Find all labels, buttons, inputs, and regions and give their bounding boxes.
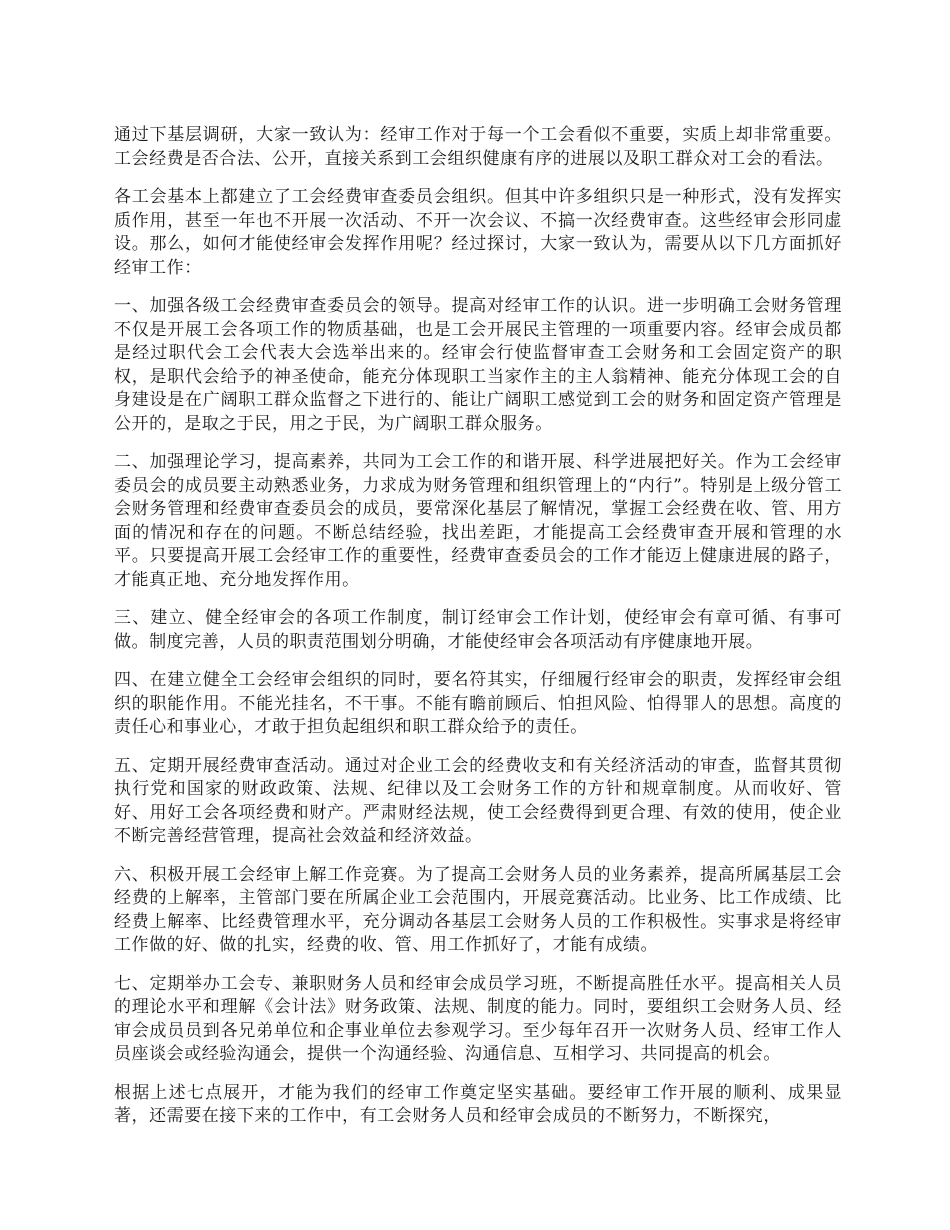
paragraph-point-2: 二、加强理论学习，提高素养，共同为工会工作的和谐开展、科学进展把好关。作为工会经审委员会的成员要主动熟悉业务，力求成为财务管理和组织管理上的“内行”。特别是上级分管工会财务管理和经费审查委员会的成员，要常深化基层了解情况，掌握工会经费在收、管、用方面的情况和存在的问题。不断总结经验，找出差距，才能提高工会经费审查开展和管理的水平。只要提高开展工会经审工作的重要性，经费审查委员会的工作才能迈上健康进展的路子，才能真正地、充分地发挥作用。 <box>114 452 842 590</box>
paragraph-conclusion: 根据上述七点展开，才能为我们的经审工作奠定坚实基础。要经审工作开展的顺利、成果显著，还需要在接下来的工作中，有工会财务人员和经审会成员的不断努力，不断探究， <box>114 1082 842 1126</box>
paragraph-background: 各工会基本上都建立了工会经费审查委员会组织。但其中许多组织只是一种形式，没有发挥实质作用，甚至一年也不开展一次活动、不开一次会议、不搞一次经费审查。这些经审会形同虚设。那么，如何才能使经审会发挥作用呢？经过探讨，大家一致认为，需要从以下几方面抓好经审工作： <box>114 187 842 278</box>
paragraph-point-3: 三、建立、健全经审会的各项工作制度，制订经审会工作计划，使经审会有章可循、有事可做。制度完善，人员的职责范围划分明确，才能使经审会各项活动有序健康地开展。 <box>114 608 842 652</box>
paragraph-intro: 通过下基层调研，大家一致认为：经审工作对于每一个工会看似不重要，实质上却非常重要。工会经费是否合法、公开，直接关系到工会组织健康有序的进展以及职工群众对工会的看法。 <box>114 125 842 169</box>
paragraph-point-4: 四、在建立健全工会经审会组织的同时，要名符其实，仔细履行经审会的职责，发挥经审会组织的职能作用。不能光挂名，不干事。不能有瞻前顾后、怕担风险、怕得罪人的思想。高度的责任心和事业心，才敢于担负起组织和职工群众给予的责任。 <box>114 670 842 737</box>
paragraph-point-6: 六、积极开展工会经审上解工作竞赛。为了提高工会财务人员的业务素养，提高所属基层工会经费的上解率，主管部门要在所属企业工会范围内，开展竞赛活动。比业务、比工作成绩、比经费上解率、比经费管理水平，充分调动各基层工会财务人员的工作积极性。实事求是将经审工作做的好、做的扎实，经费的收、管、用工作抓好了，才能有成绩。 <box>114 864 842 955</box>
paragraph-point-7: 七、定期举办工会专、兼职财务人员和经审会成员学习班，不断提高胜任水平。提高相关人员的理论水平和理解《会计法》财务政策、法规、制度的能力。同时，要组织工会财务人员、经审会成员员到各兄弟单位和企事业单位去参观学习。至少每年召开一次财务人员、经审工作人员座谈会或经验沟通会，提供一个沟通经验、沟通信息、互相学习、共同提高的机会。 <box>114 973 842 1064</box>
paragraph-point-1: 一、加强各级工会经费审查委员会的领导。提高对经审工作的认识。进一步明确工会财务管理不仅是开展工会各项工作的物质基础，也是工会开展民主管理的一项重要内容。经审会成员都是经过职代会工会代表大会选举出来的。经审会行使监督审查工会财务和工会固定资产的职权，是职代会给予的神圣使命，能充分体现职工当家作主的主人翁精神、能充分体现工会的自身建设是在广阔职工群众监督之下进行的、能让广阔职工感觉到工会的财务和固定资产管理是公开的，是取之于民，用之于民，为广阔职工群众服务。 <box>114 296 842 434</box>
document-body <box>114 124 842 1144</box>
paragraph-point-5: 五、定期开展经费审查活动。通过对企业工会的经费收支和有关经济活动的审查，监督其贯彻执行党和国家的财政政策、法规、纪律以及工会财务工作的方针和规章制度。从而收好、管好、用好工会各项经费和财产。严肃财经法规，使工会经费得到更合理、有效的使用，使企业不断完善经营管理，提高社会效益和经济效益。 <box>114 755 842 846</box>
